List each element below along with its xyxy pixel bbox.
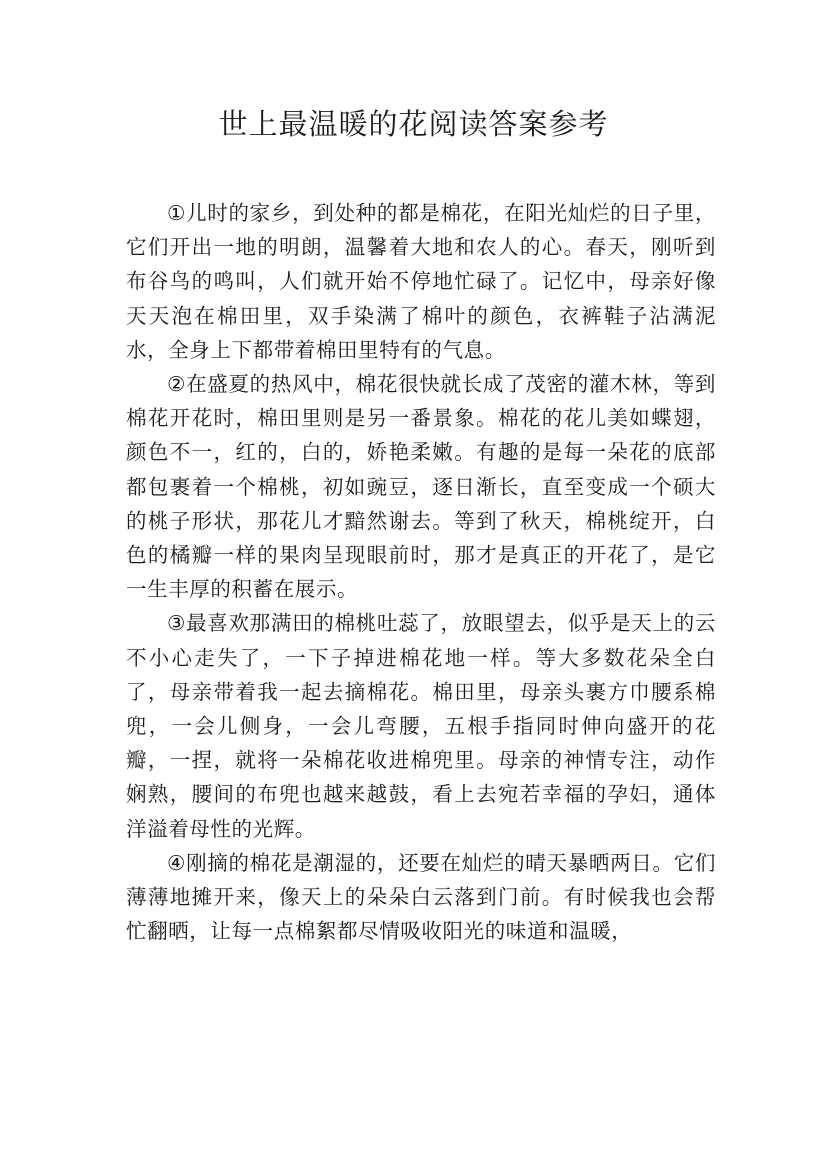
paragraph-3: ③最喜欢那满田的棉桃吐蕊了，放眼望去，似乎是天上的云不小心走失了，一下子掉进棉花地一样。等大多数花朵全白了，母亲带着我一起去摘棉花。棉田里，母亲头裹方巾腰系棉兜，一会儿侧身，一会儿弯腰，五根手指同时伸向盛开的花瓣，一捏，就将一朵棉花收进棉兜里。母亲的神情专注，动作娴熟，腰间的布兜也越来越鼓，看上去宛若幸福的孕妇，通体洋溢着母性的光辉。 xyxy=(126,611,716,841)
article-body xyxy=(126,196,716,948)
paragraph-2: ②在盛夏的热风中，棉花很快就长成了茂密的灌木林，等到棉花开花时，棉田里则是另一番景象。棉花的花儿美如蝶翅，颜色不一，红的，白的，娇艳柔嫩。有趣的是每一朵花的底部都包裹着一个棉桃，初如豌豆，逐日渐长，直至变成一个硕大的桃子形状，那花儿才黯然谢去。等到了秋天，棉桃绽开，白色的橘瓣一样的果肉呈现眼前时，那才是真正的开花了，是它一生丰厚的积蓄在展示。 xyxy=(126,372,716,602)
paragraph-1: ①儿时的家乡，到处种的都是棉花，在阳光灿烂的日子里，它们开出一地的明朗，温馨着大地和农人的心。春天，刚听到布谷鸟的鸣叫，人们就开始不停地忙碌了。记忆中，母亲好像天天泡在棉田里，双手染满了棉叶的颜色，衣裤鞋子沾满泥水，全身上下都带着棉田里特有的气息。 xyxy=(126,201,716,362)
page-title: 世上最温暖的花阅读答案参考 xyxy=(218,107,609,141)
paragraph-4: ④刚摘的棉花是潮湿的，还要在灿烂的晴天暴晒两日。它们薄薄地摊开来，像天上的朵朵白云落到门前。有时候我也会帮忙翻晒，让每一点棉絮都尽情吸收阳光的味道和温暖， xyxy=(126,850,716,944)
